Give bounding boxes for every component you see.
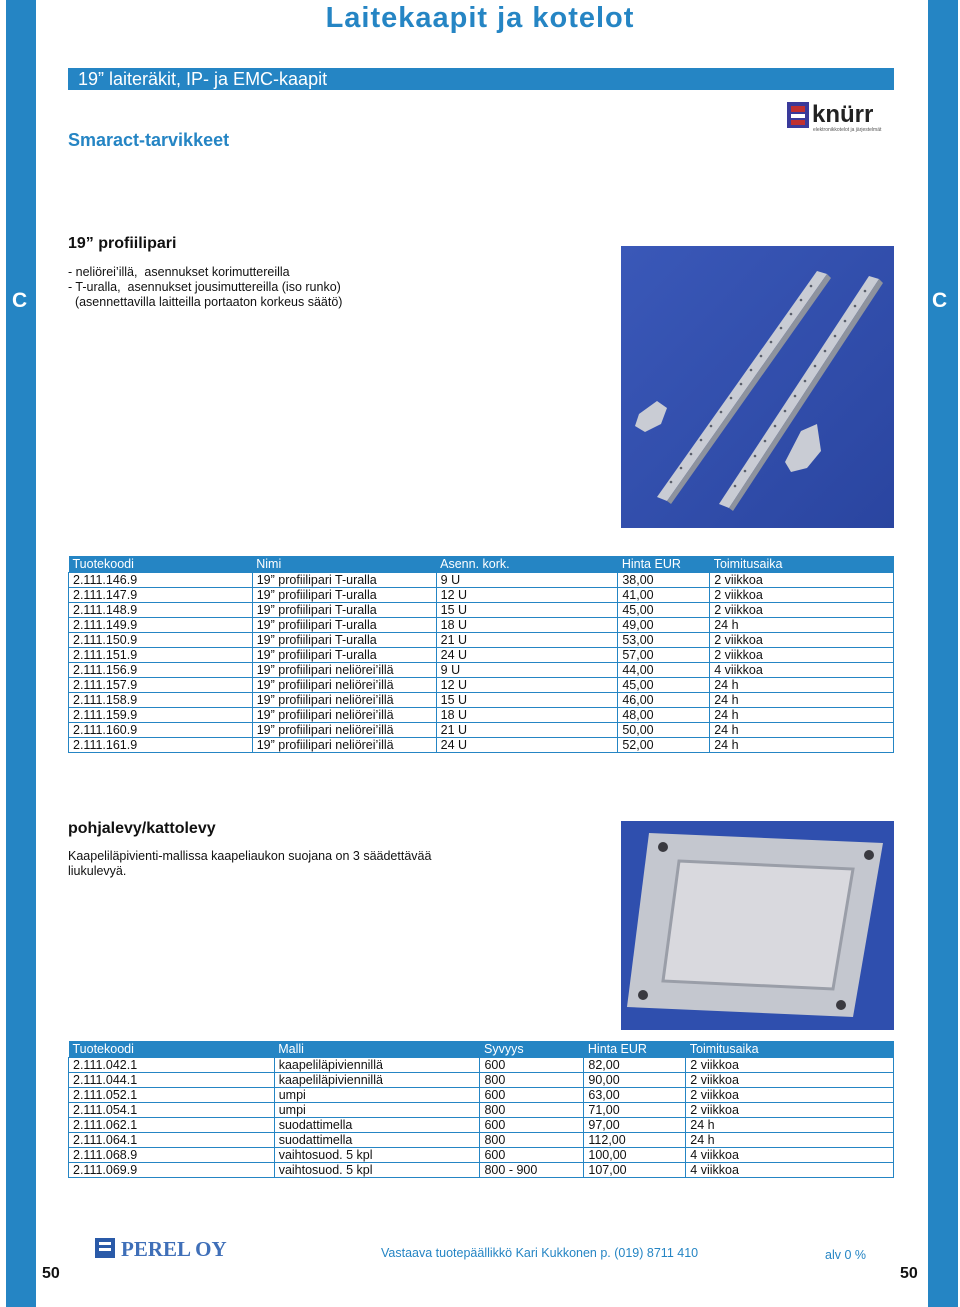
table-row [69, 738, 894, 753]
table-cell: 2 viikkoa [686, 1103, 894, 1118]
table-row [69, 603, 894, 618]
table-cell: umpi [274, 1088, 480, 1103]
table-cell: 24 U [436, 648, 618, 663]
table-row [69, 708, 894, 723]
column-header: Hinta EUR [618, 556, 710, 573]
table-row [69, 663, 894, 678]
side-letter-left: C [12, 289, 28, 312]
table-cell: 2.111.068.9 [69, 1148, 275, 1163]
table-cell: 24 h [710, 708, 894, 723]
table-cell: 15 U [436, 603, 618, 618]
table-cell: 600 [480, 1148, 584, 1163]
table-cell: 45,00 [618, 603, 710, 618]
page-number-right: 50 [900, 1265, 918, 1282]
table-row [69, 678, 894, 693]
table-cell: 800 - 900 [480, 1163, 584, 1178]
side-letter-right: C [932, 289, 948, 312]
table-cell: 46,00 [618, 693, 710, 708]
table-cell: 9 U [436, 573, 618, 588]
section-banner: 19” laiteräkit, IP- ja EMC-kaapit [68, 68, 894, 90]
table-cell: 19” profiilipari neliörei’illä [252, 663, 436, 678]
table-row [69, 1073, 894, 1088]
table-cell: 18 U [436, 708, 618, 723]
table-cell: 21 U [436, 723, 618, 738]
table-header-row [69, 1041, 894, 1058]
table-row [69, 723, 894, 738]
table-cell: 800 [480, 1103, 584, 1118]
table-cell: 21 U [436, 633, 618, 648]
table-cell: 2 viikkoa [686, 1073, 894, 1088]
table-cell: 19” profiilipari T-uralla [252, 573, 436, 588]
table-cell: kaapeliläpiviennillä [274, 1058, 480, 1073]
table-cell: 24 h [710, 618, 894, 633]
table-row [69, 573, 894, 588]
table-cell: 2 viikkoa [710, 588, 894, 603]
table-cell: 19” profiilipari T-uralla [252, 633, 436, 648]
table-cell: 24 h [710, 723, 894, 738]
table-cell: 800 [480, 1073, 584, 1088]
table-cell: 2 viikkoa [686, 1058, 894, 1073]
table-cell: 112,00 [584, 1133, 686, 1148]
table-cell: 2 viikkoa [710, 648, 894, 663]
knurr-logo-text: knürr [812, 101, 874, 128]
table-cell: 53,00 [618, 633, 710, 648]
column-header: Nimi [252, 556, 436, 573]
table-cell: 19” profiilipari neliörei’illä [252, 708, 436, 723]
table-cell: 2.111.149.9 [69, 618, 253, 633]
product2-table [68, 1041, 894, 1178]
table-cell: 12 U [436, 588, 618, 603]
table-cell: 19” profiilipari neliörei’illä [252, 693, 436, 708]
table-cell: 2.111.156.9 [69, 663, 253, 678]
table-cell: 100,00 [584, 1148, 686, 1163]
page-title: Laitekaapit ja kotelot [325, 2, 635, 34]
table-cell: vaihtosuod. 5 kpl [274, 1148, 480, 1163]
table-cell: 90,00 [584, 1073, 686, 1088]
table-cell: 24 U [436, 738, 618, 753]
product2-description-line: liukulevyä. [68, 864, 127, 878]
profile-rails-photo [621, 246, 894, 528]
column-header: Syvyys [480, 1041, 584, 1058]
table-row [69, 1103, 894, 1118]
column-header: Asenn. kork. [436, 556, 618, 573]
table-cell: 24 h [686, 1133, 894, 1148]
table-cell: 41,00 [618, 588, 710, 603]
table-cell: 2.111.158.9 [69, 693, 253, 708]
table-cell: 2.111.159.9 [69, 708, 253, 723]
table-cell: 9 U [436, 663, 618, 678]
column-header: Toimitusaika [710, 556, 894, 573]
table-header-row [69, 556, 894, 573]
table-cell: 2.111.151.9 [69, 648, 253, 663]
table-cell: 2.111.052.1 [69, 1088, 275, 1103]
table-cell: 19” profiilipari T-uralla [252, 648, 436, 663]
perel-logo [95, 1234, 265, 1262]
table-cell: 48,00 [618, 708, 710, 723]
table-cell: 107,00 [584, 1163, 686, 1178]
table-cell: 71,00 [584, 1103, 686, 1118]
table-row [69, 1118, 894, 1133]
table-cell: 57,00 [618, 648, 710, 663]
table-cell: 2.111.160.9 [69, 723, 253, 738]
table-cell: 2.111.042.1 [69, 1058, 275, 1073]
product2-table-body [69, 1058, 894, 1178]
table-cell: 2.111.054.1 [69, 1103, 275, 1118]
table-cell: 2 viikkoa [710, 603, 894, 618]
product2-description-line: Kaapeliläpivienti-mallissa kaapeliaukon suojana on 3 säädettävää [68, 849, 432, 863]
product1-description-line: - T-uralla, asennukset jousimuttereilla (iso runko) [68, 280, 341, 294]
table-cell: 12 U [436, 678, 618, 693]
table-cell: 24 h [710, 678, 894, 693]
table-row [69, 648, 894, 663]
table-cell: 2.111.157.9 [69, 678, 253, 693]
column-header: Malli [274, 1041, 480, 1058]
table-cell: 4 viikkoa [686, 1148, 894, 1163]
table-cell: 97,00 [584, 1118, 686, 1133]
table-cell: 2.111.062.1 [69, 1118, 275, 1133]
table-row [69, 1163, 894, 1178]
table-cell: 2.111.150.9 [69, 633, 253, 648]
table-cell: 2 viikkoa [710, 633, 894, 648]
table-cell: 2.111.064.1 [69, 1133, 275, 1148]
product1-table [68, 556, 894, 753]
table-cell: 2.111.148.9 [69, 603, 253, 618]
table-cell: 4 viikkoa [686, 1163, 894, 1178]
table-row [69, 1088, 894, 1103]
filter-shape [663, 861, 853, 989]
base-plate-photo [621, 821, 894, 1030]
table-row [69, 1058, 894, 1073]
table-cell: 44,00 [618, 663, 710, 678]
table-cell: 49,00 [618, 618, 710, 633]
table-cell: suodattimella [274, 1118, 480, 1133]
column-header: Tuotekoodi [69, 1041, 275, 1058]
table-cell: umpi [274, 1103, 480, 1118]
table-cell: 2 viikkoa [686, 1088, 894, 1103]
table-row [69, 1148, 894, 1163]
table-cell: 24 h [710, 738, 894, 753]
table-cell: 2.111.146.9 [69, 573, 253, 588]
column-header: Tuotekoodi [69, 556, 253, 573]
knurr-logo [785, 98, 895, 134]
perel-logo-text: PEREL OY [121, 1237, 227, 1261]
product2-title: pohjalevy/kattolevy [68, 820, 216, 837]
table-cell: 63,00 [584, 1088, 686, 1103]
footer-contact: Vastaava tuotepäällikkö Kari Kukkonen p. (019) 8711 410 [381, 1246, 699, 1260]
product1-title: 19” profiilipari [68, 235, 177, 252]
table-cell: 19” profiilipari T-uralla [252, 618, 436, 633]
table-cell: vaihtosuod. 5 kpl [274, 1163, 480, 1178]
table-cell: 50,00 [618, 723, 710, 738]
table-cell: 600 [480, 1118, 584, 1133]
table-cell: 24 h [686, 1118, 894, 1133]
table-cell: 38,00 [618, 573, 710, 588]
table-cell: 2 viikkoa [710, 573, 894, 588]
table-cell: 600 [480, 1088, 584, 1103]
column-header: Toimitusaika [686, 1041, 894, 1058]
page-number-left: 50 [42, 1265, 60, 1282]
product1-description [68, 265, 342, 310]
column-header: Hinta EUR [584, 1041, 686, 1058]
sub-heading: Smaract-tarvikkeet [68, 130, 230, 150]
table-row [69, 693, 894, 708]
left-side-bar [6, 0, 36, 1307]
table-cell: kaapeliläpiviennillä [274, 1073, 480, 1088]
table-cell: 52,00 [618, 738, 710, 753]
table-cell: 2.111.069.9 [69, 1163, 275, 1178]
table-row [69, 633, 894, 648]
table-cell: 800 [480, 1133, 584, 1148]
right-side-bar [928, 0, 958, 1307]
knurr-logo-subtext: elektronikkotelot ja järjestelmät [813, 127, 882, 133]
table-cell: 82,00 [584, 1058, 686, 1073]
table-cell: 19” profiilipari neliörei’illä [252, 738, 436, 753]
table-cell: 45,00 [618, 678, 710, 693]
table-cell: 2.111.147.9 [69, 588, 253, 603]
table-cell: 19” profiilipari neliörei’illä [252, 723, 436, 738]
product1-table-body [69, 573, 894, 753]
table-cell: suodattimella [274, 1133, 480, 1148]
table-cell: 19” profiilipari T-uralla [252, 603, 436, 618]
table-cell: 19” profiilipari neliörei’illä [252, 678, 436, 693]
table-cell: 15 U [436, 693, 618, 708]
product2-description [68, 849, 431, 879]
table-row [69, 1133, 894, 1148]
table-row [69, 618, 894, 633]
footer-vat: alv 0 % [825, 1248, 866, 1262]
table-cell: 600 [480, 1058, 584, 1073]
table-cell: 24 h [710, 693, 894, 708]
table-cell: 2.111.044.1 [69, 1073, 275, 1088]
product1-description-line: (asennettavilla laitteilla portaaton korkeus säätö) [68, 295, 343, 309]
table-row [69, 588, 894, 603]
table-cell: 4 viikkoa [710, 663, 894, 678]
table-cell: 19” profiilipari T-uralla [252, 588, 436, 603]
table-cell: 2.111.161.9 [69, 738, 253, 753]
table-cell: 18 U [436, 618, 618, 633]
product1-description-line: - neliörei’illä, asennukset korimuttereilla [68, 265, 290, 279]
